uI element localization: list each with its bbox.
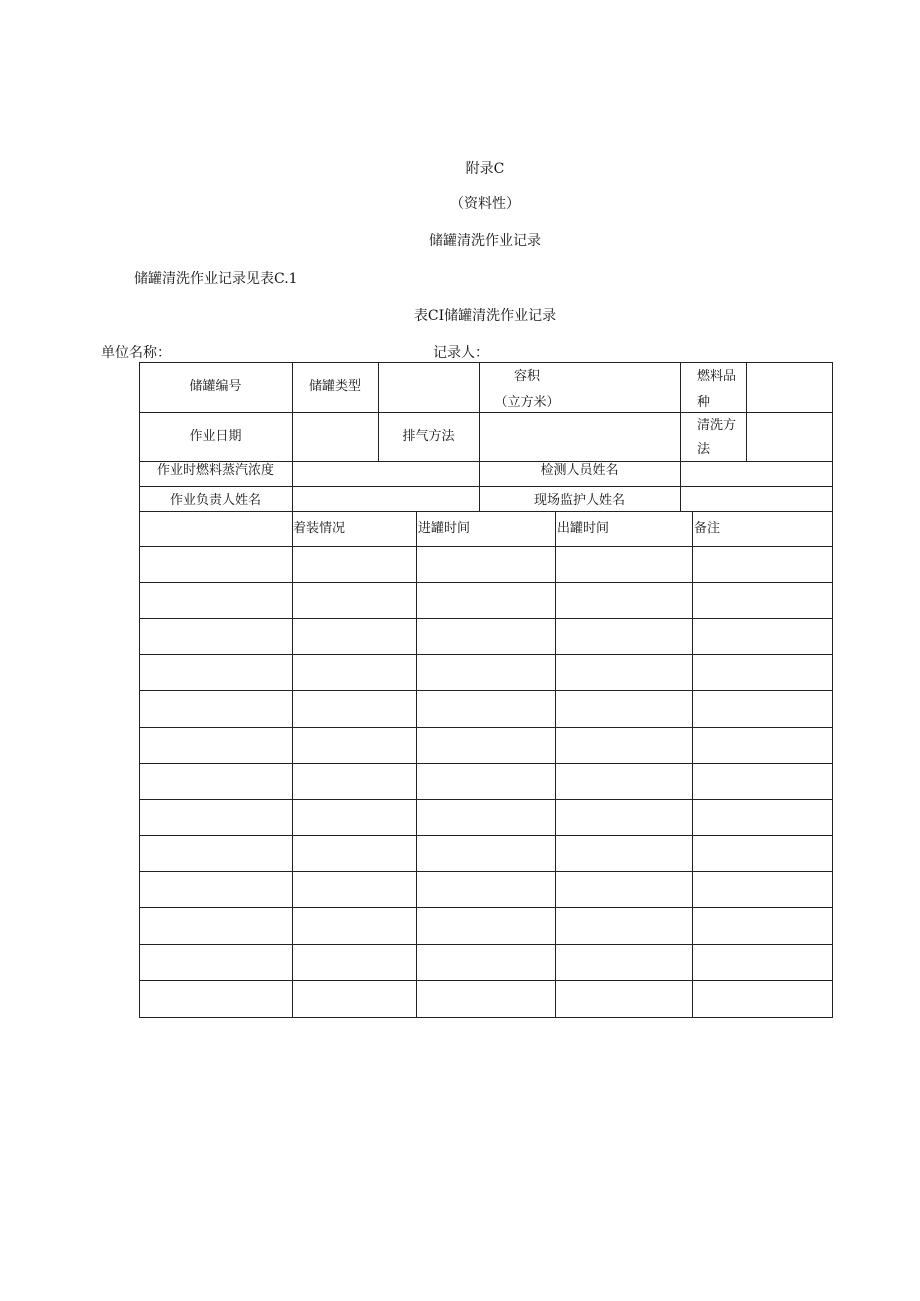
recorder-label: 记录人： — [433, 345, 489, 361]
exhaust-method-label: 排气方法 — [402, 429, 455, 444]
column-header-dress: 着装情况 — [293, 521, 346, 536]
clean-method-label-line2: 法 — [697, 442, 711, 457]
appendix-nature: （资料性） — [450, 196, 520, 212]
tank-number-label: 储罐编号 — [189, 379, 242, 394]
inspector-name-label: 检测人员姓名 — [540, 463, 619, 478]
clean-method-label-line1: 清洗方 — [697, 418, 737, 433]
work-date-label: 作业日期 — [189, 429, 242, 444]
fuel-type-label-line1: 燃料品 — [697, 369, 737, 384]
capacity-label: 容积 — [513, 369, 540, 384]
appendix-intro: 储罐清洗作业记录见表C.1 — [134, 271, 298, 287]
appendix-heading: 储罐清洗作业记录 — [429, 233, 541, 249]
table-caption: 表CI储罐清洗作业记录 — [413, 308, 557, 324]
leader-name-label: 作业负责人姓名 — [169, 493, 261, 508]
column-header-exit-time: 出罐时间 — [557, 521, 610, 536]
supervisor-name-label: 现场监护人姓名 — [533, 493, 625, 508]
column-header-remarks: 备注 — [694, 521, 721, 536]
appendix-title: 附录C — [465, 161, 505, 177]
fuel-type-label-line2: 种 — [697, 395, 711, 410]
column-header-entry-time: 进罐时间 — [418, 521, 471, 536]
unit-name-label: 单位名称： — [101, 345, 171, 361]
vapor-concentration-label: 作业时燃料蒸汽浓度 — [156, 463, 274, 478]
capacity-unit-label: （立方米） — [494, 395, 560, 410]
tank-type-label: 储罐类型 — [308, 379, 361, 394]
